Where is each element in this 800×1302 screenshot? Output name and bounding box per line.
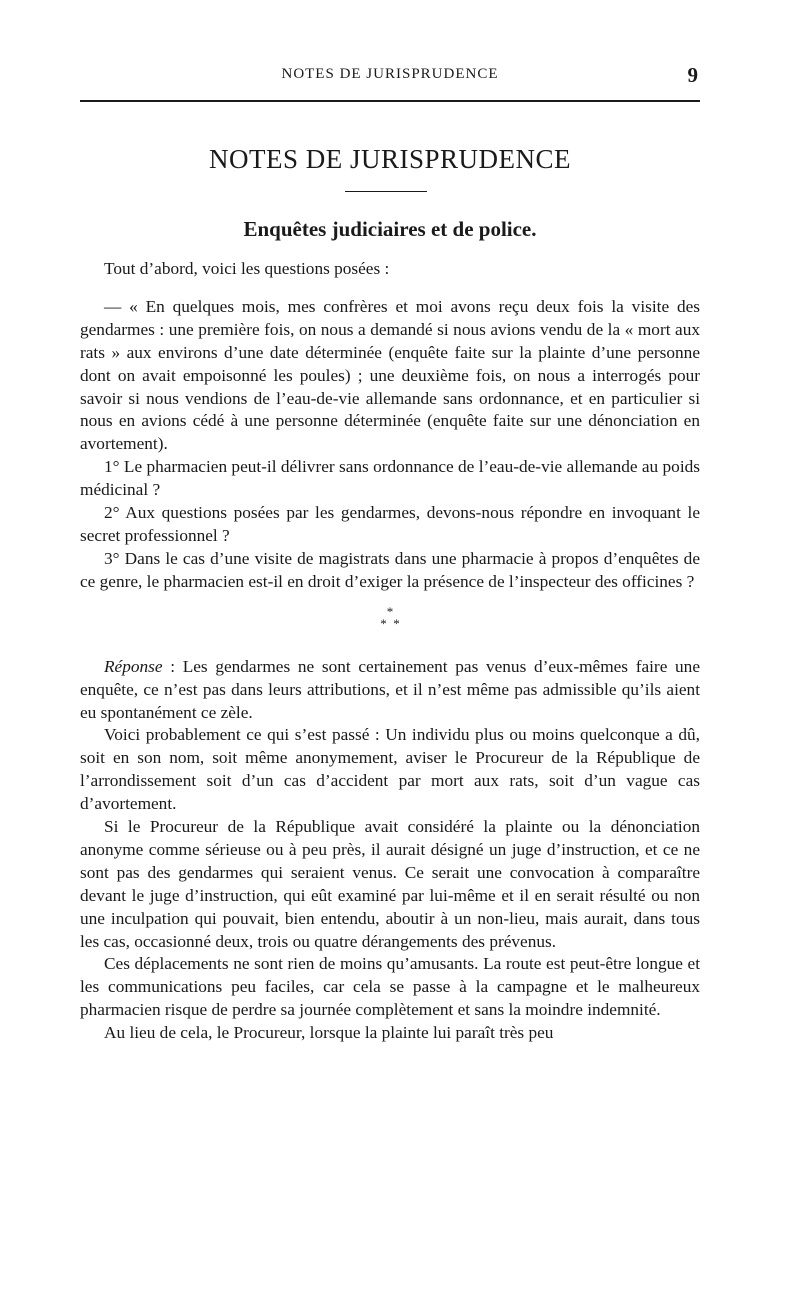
paragraph-reponse (80, 656, 700, 725)
paragraph-intro: Tout d’abord, voici les questions posées : (104, 259, 390, 278)
title-rule (345, 191, 427, 192)
paragraph-3: Si le Procureur de la République avait considéré la plainte ou la dénonciation anonyme comme sérieuse ou à peu près, il aurait désigné un juge d’instruction, et ce ne sont pas des gendarmes qui seraient venus. Ce serait une convocation à comparaître devant le juge d’instruction, qui eût examiné par lui-même et il en serait résulté ou non une inculpation qui pouvait, bien entendu, aboutir à un non-lieu, mais aurait, dans tous les cas, occasionné deux, trois ou quatre dérangements des prévenus. (80, 817, 700, 951)
paragraph-question-block: — « En quelques mois, mes confrères et moi avons reçu deux fois la visite des gendarmes : une première fois, on nous a demandé si nous avions vendu de la « mort aux rats » aux environs d’une date déterminée (enquête faite sur la plainte d’une personne dont on avait empoisonné les poules) ; une deuxième fois, on nous a interrogés pour savoir si nous vendions de l’eau-de-vie allemande sans ordonnance, et en particulier si nous en avions cédé à une personne déterminée (enquête faite sur une dénonciation en avortement). (80, 296, 700, 454)
paragraph-5: Au lieu de cela, le Procureur, lorsque la plainte lui paraît très peu (104, 1023, 554, 1043)
paragraph-question-2: 2° Aux questions posées par les gendarmes, devons-nous répondre en invoquant le secret professionnel ? (80, 503, 700, 545)
paragraph-question-1: 1° Le pharmacien peut-il délivrer sans ordonnance de l’eau-de-vie allemande au poids médicinal ? (80, 457, 700, 500)
asterism-divider: * * * (380, 603, 400, 631)
page-number: 9 (687, 63, 698, 87)
section-title: Enquêtes judiciaires et de police. (243, 217, 537, 241)
running-title: NOTES DE JURISPRUDENCE (281, 66, 499, 82)
paragraph-question-3: 3° Dans le cas d’une visite de magistrats dans une pharmacie à propos d’enquêtes de ce genre, le pharmacien est-il en droit d’exiger la présence de l’inspecteur des officines ? (80, 548, 700, 591)
paragraph-4: Ces déplacements ne sont rien de moins qu’amusants. La route est peut-être longue et les communications peu faciles, car cela se passe à la campagne et le malheureux pharmacien risque de perdre sa journée complètement et sans la moindre indemnité. (80, 954, 700, 1020)
page-title: NOTES DE JURISPRUDENCE (208, 144, 572, 174)
header-rule (80, 100, 700, 102)
paragraph-2: Voici probablement ce qui s’est passé : Un individu plus ou moins quelconque a dû, soit en son nom, soit même anonymement, aviser le Procureur de la République de l’arrondissement soit d’un cas d’accident par mort aux rats, soit d’un vague cas d’avortement. (80, 725, 700, 814)
running-head (80, 63, 700, 92)
reponse-label: Réponse (104, 656, 163, 676)
body-text (80, 258, 700, 1045)
reponse-text: : Les gendarmes ne sont certainement pas venus d’eux-mêmes faire une enquête, ce n’est pas dans leurs attributions, et il n’est même pas admissible qu’ils aient eu spontanément ce zèle. (80, 656, 700, 722)
